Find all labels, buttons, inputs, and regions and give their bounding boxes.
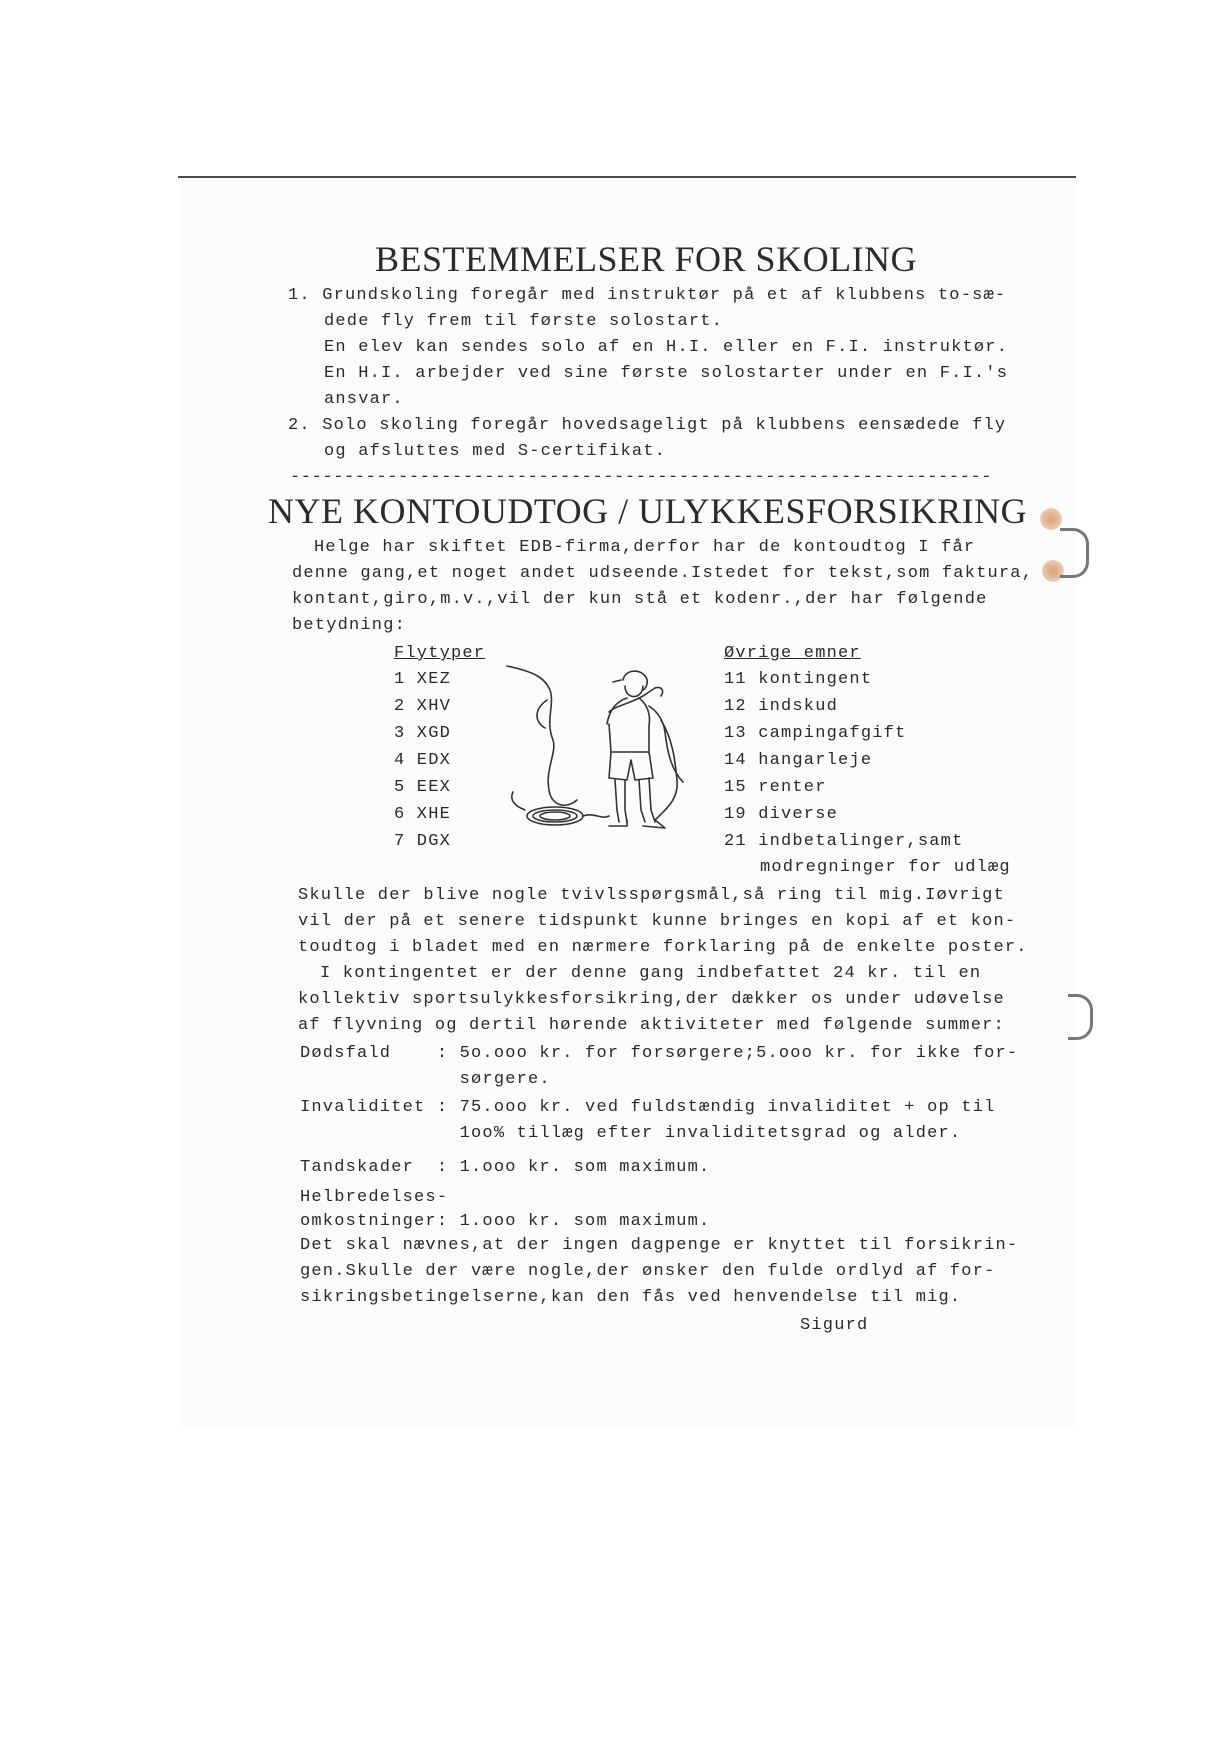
text-line: 1. Grundskoling foregår med instruktør på et af klubbens to-sæ- [288,286,1007,305]
ovrige-item: 21 indbetalinger,samt [724,832,964,851]
flytype-item: 1 XEZ [394,670,452,689]
insurance-line: Invaliditet : 75.ooo kr. ved fuldstændig invaliditet + op til [300,1098,996,1117]
flytype-item: 7 DGX [394,832,452,851]
flytype-item: 3 XGD [394,724,452,743]
text-line: sikringsbetingelserne,kan den fås ved henvendelse til mig. [300,1288,962,1307]
flytype-item: 4 EDX [394,751,452,770]
ovrige-item: 13 campingafgift [724,724,907,743]
rust-stain [1040,508,1062,530]
divider-line: ----------------------------------------------------------------- [290,468,993,487]
text-line: Skulle der blive nogle tvivlsspørgsmål,så ring til mig.Iøvrigt [298,886,1005,905]
text-line: og afsluttes med S-certifikat. [324,442,667,461]
ovrige-header: Øvrige emner [724,644,861,663]
insurance-line: 1oo% tillæg efter invaliditetsgrad og alder. [300,1124,962,1143]
section-title-kontoudtog: NYE KONTOUDTOG / ULYKKESFORSIKRING [268,491,1028,531]
ovrige-item: 14 hangarleje [724,751,873,770]
text-line: denne gang,et noget andet udseende.Istedet for tekst,som faktura, [292,564,1034,583]
text-line: betydning: [292,616,407,635]
insurance-line: omkostninger: 1.ooo kr. som maximum. [300,1212,711,1231]
flytype-item: 2 XHV [394,697,452,716]
text-line: vil der på et senere tidspunkt kunne bringes en kopi af et kon- [298,912,1017,931]
ovrige-item: 11 kontingent [724,670,873,689]
flytyper-header: Flytyper [394,644,486,663]
text-line: En elev kan sendes solo af en H.I. eller en F.I. instruktør. [324,338,1009,357]
text-line: 2. Solo skoling foregår hovedsageligt på klubbens eensædede fly [288,416,1007,435]
ovrige-item: 19 diverse [724,805,839,824]
signature: Sigurd [800,1316,869,1335]
text-line: En H.I. arbejder ved sine første solostarter under en F.I.'s [324,364,1009,383]
text-line: gen.Skulle der være nogle,der ønsker den fulde ordlyd af for- [300,1262,996,1281]
text-line: kontant,giro,m.v.,vil der kun stå et kodenr.,der har følgende [292,590,988,609]
text-line: dede fly frem til første solostart. [324,312,724,331]
text-line: Det skal nævnes,at der ingen dagpenge er knyttet til forsikrin- [300,1236,1019,1255]
text-line: af flyvning og dertil hørende aktiviteter med følgende summer: [298,1016,1005,1035]
flytype-item: 6 XHE [394,805,452,824]
ovrige-item-continued: modregninger for udlæg [760,858,1011,877]
binder-ring [1060,528,1089,578]
text-line: toudtog i bladet med en nærmere forklaring på de enkelte poster. [298,938,1028,957]
binder-ring [1068,994,1093,1040]
ovrige-item: 15 renter [724,778,827,797]
flytype-item: 5 EEX [394,778,452,797]
ovrige-item: 12 indskud [724,697,839,716]
text-line: I kontingentet er der denne gang indbefattet 24 kr. til en [320,964,982,983]
insurance-line: sørgere. [300,1070,551,1089]
insurance-line: Tandskader : 1.ooo kr. som maximum. [300,1158,711,1177]
text-line: Helge har skiftet EDB-firma,derfor har de kontoudtog I får [314,538,976,557]
text-line: ansvar. [324,390,404,409]
insurance-line: Helbredelses- [300,1188,449,1207]
insurance-line: Dødsfald : 5o.ooo kr. for forsørgere;5.ooo kr. for ikke for- [300,1044,1019,1063]
boy-with-cable-illustration [505,660,690,845]
section-title-skoling: BESTEMMELSER FOR SKOLING [375,239,918,279]
text-line: kollektiv sportsulykkesforsikring,der dækker os under udøvelse [298,990,1005,1009]
